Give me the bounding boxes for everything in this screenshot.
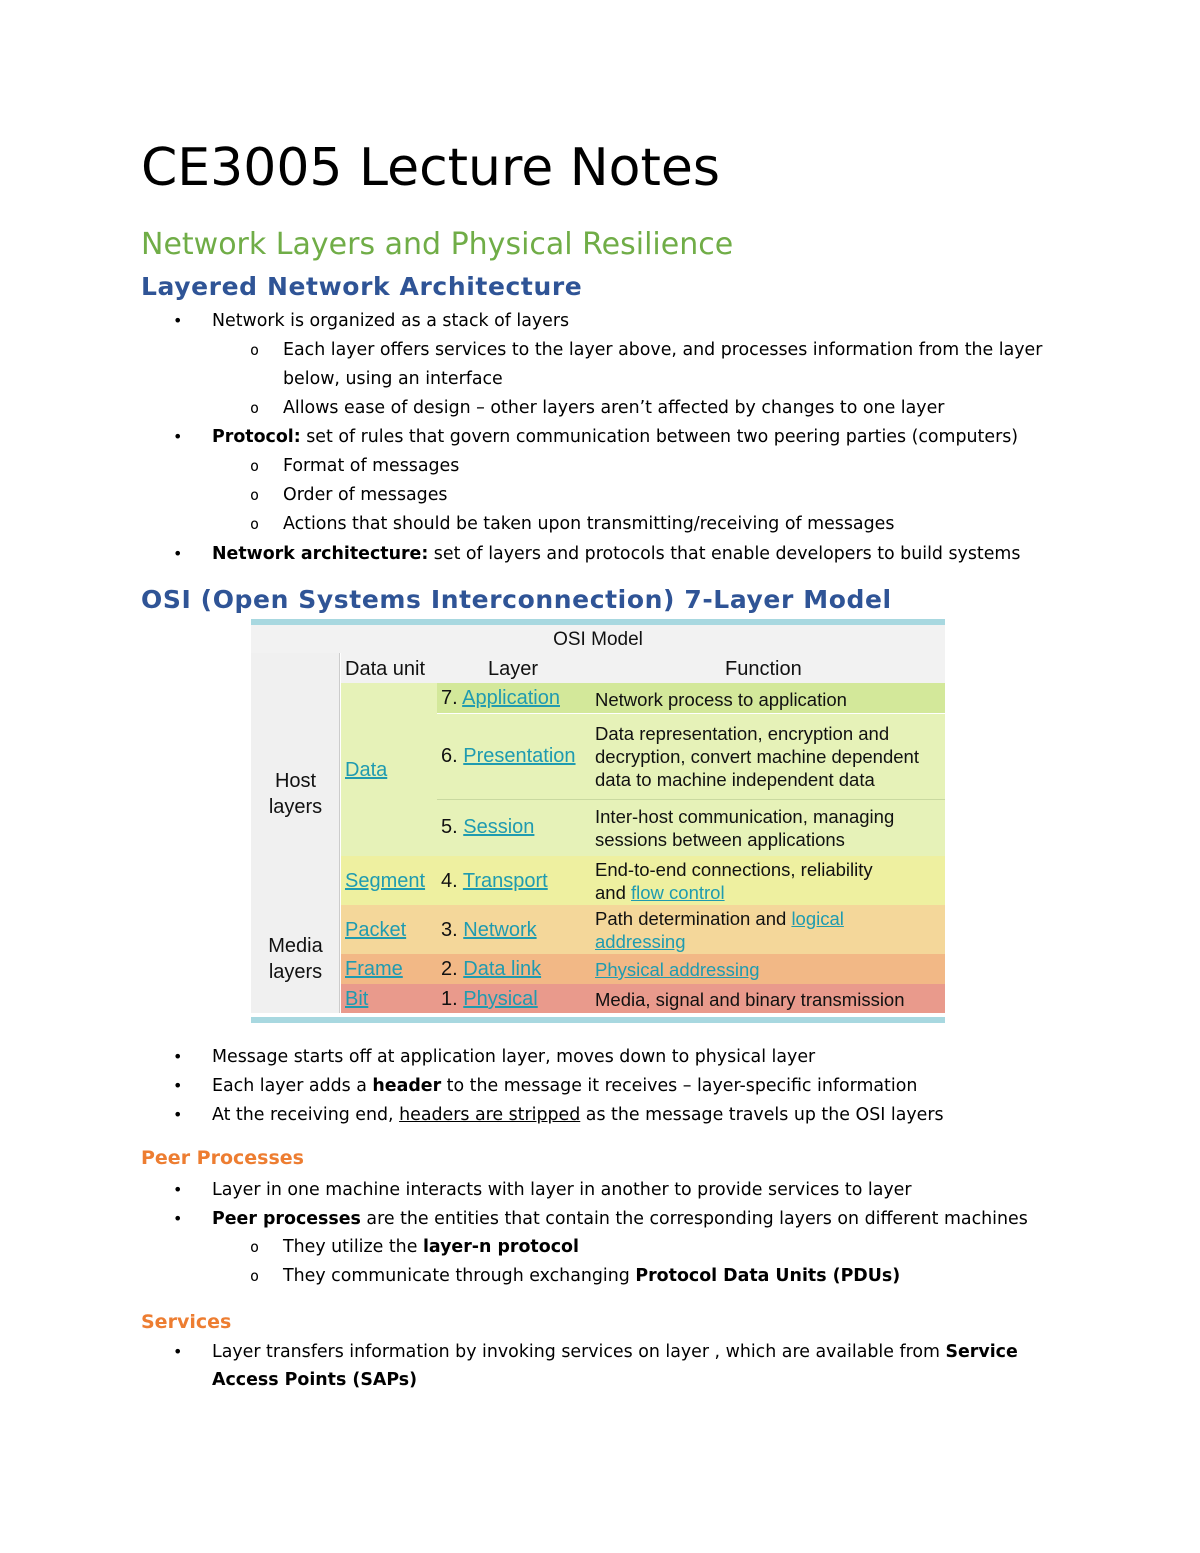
function-presentation-line2: decryption, convert machine dependent <box>595 746 919 767</box>
layer-number: 4. <box>441 870 463 892</box>
document-title: CE3005 Lecture Notes <box>141 138 720 198</box>
layer-2 <box>441 958 541 981</box>
sub-bullet-text: Allows ease of design – other layers aren’t affected by changes to one layer <box>283 398 945 418</box>
layer-network-link[interactable]: Network <box>463 919 537 941</box>
layer-presentation-link[interactable]: Presentation <box>463 745 576 767</box>
addressing-link[interactable]: addressing <box>595 931 686 952</box>
section-heading: Network Layers and Physical Resilience <box>141 227 734 262</box>
layer-session-link[interactable]: Session <box>463 816 535 838</box>
function-text: and <box>595 882 632 903</box>
layer-7 <box>441 687 560 710</box>
function-session-line2: sessions between applications <box>595 829 845 850</box>
table-title: OSI Model <box>553 629 643 650</box>
network-architecture-definition: set of layers and protocols that enable developers to build systems <box>428 544 1021 564</box>
heading-peer-processes: Peer Processes <box>141 1147 304 1169</box>
bullet-text: Layer in one machine interacts with layer in another to provide services to layer <box>212 1180 912 1200</box>
flow-control-link[interactable]: flow control <box>631 882 725 903</box>
heading-osi-model: OSI (Open Systems Interconnection) 7-Layer Model <box>141 585 892 614</box>
bullet-icon: • <box>173 311 183 330</box>
bullet-icon: • <box>173 1180 183 1199</box>
bullet-icon: • <box>173 1076 183 1095</box>
text-run: Layer transfers information by invoking services on layer , which are available from <box>212 1342 946 1362</box>
layer-number: 1. <box>441 988 464 1010</box>
sub-bullet-text-cont: below, using an interface <box>283 369 503 389</box>
layer-data-link-link[interactable]: Data link <box>463 958 542 980</box>
function-transport-line2 <box>595 881 725 904</box>
bullet-text <box>212 1076 917 1096</box>
text-run: They communicate through exchanging <box>283 1266 636 1286</box>
sub-bullet-icon: o <box>250 1267 260 1285</box>
bullet-text <box>212 1209 1028 1229</box>
data-unit-segment-link[interactable]: Segment <box>345 870 426 892</box>
bullet-text: Message starts off at application layer, moves down to physical layer <box>212 1047 816 1067</box>
layer-3 <box>441 919 537 942</box>
text-run: At the receiving end, <box>212 1105 400 1125</box>
layer-transport-link[interactable]: Transport <box>462 870 548 892</box>
data-unit-frame-link[interactable]: Frame <box>345 958 403 980</box>
layer-group-column <box>251 653 340 1013</box>
physical-addressing-link[interactable]: Physical addressing <box>595 959 760 980</box>
text-run: as the message travels up the OSI layers <box>580 1105 944 1125</box>
text-run: They utilize the <box>283 1237 423 1257</box>
layer-number: 3. <box>441 919 464 941</box>
function-presentation-line1: Data representation, encryption and <box>595 723 890 744</box>
layer-1 <box>441 988 538 1011</box>
bullet-text <box>212 544 1020 564</box>
text-run: Each layer adds a <box>212 1076 373 1096</box>
bullet-text: Network is organized as a stack of layers <box>212 311 570 331</box>
layer-physical-link[interactable]: Physical <box>463 988 538 1010</box>
layer-number: 6. <box>441 745 464 767</box>
layer-6 <box>441 745 576 768</box>
function-physical: Media, signal and binary transmission <box>595 989 905 1010</box>
host-layers-label-2: layers <box>268 796 323 818</box>
text-run: to the message it receives – layer-specific information <box>441 1076 918 1096</box>
sub-bullet-text: Format of messages <box>283 456 460 476</box>
term-pdus: Protocol Data Units (PDUs) <box>635 1266 901 1286</box>
sub-bullet-text: Actions that should be taken upon transmitting/receiving of messages <box>283 514 895 534</box>
function-transport-line1: End-to-end connections, reliability <box>595 859 873 880</box>
bullet-icon: • <box>173 1047 183 1066</box>
media-layers-label-2: layers <box>268 961 323 983</box>
host-layers-label-1: Host <box>274 770 317 792</box>
data-unit-packet-link[interactable]: Packet <box>345 919 407 941</box>
bullet-icon: • <box>173 1209 183 1228</box>
protocol-definition: set of rules that govern communication between two peering parties (computers) <box>300 427 1019 447</box>
text-run: are the entities that contain the corresponding layers on different machines <box>360 1209 1028 1229</box>
underlined-text: headers are stripped <box>399 1105 581 1125</box>
function-text: Path determination and <box>595 908 792 929</box>
function-session-line1: Inter-host communication, managing <box>595 806 895 827</box>
sub-bullet-icon: o <box>250 341 260 359</box>
sub-bullet-text <box>283 1237 579 1257</box>
function-presentation-line3: data to machine independent data <box>595 769 875 790</box>
sub-bullet-icon: o <box>250 457 260 475</box>
bullet-text <box>212 427 1018 447</box>
data-unit-bit-link[interactable]: Bit <box>345 988 369 1010</box>
header-function: Function <box>725 658 802 680</box>
bullet-icon: • <box>173 1105 183 1124</box>
layer-4 <box>441 870 548 893</box>
table-header-row <box>341 653 945 683</box>
function-network-line1 <box>595 907 844 930</box>
logical-link[interactable]: logical <box>791 908 844 929</box>
term-service: Service <box>945 1342 1018 1362</box>
header-data-unit: Data unit <box>345 658 426 680</box>
bullet-icon: • <box>173 544 183 563</box>
term-access-points: Access Points (SAPs) <box>212 1370 418 1390</box>
sub-bullet-icon: o <box>250 515 260 533</box>
function-application: Network process to application <box>595 689 847 710</box>
bullet-text <box>212 1105 944 1125</box>
term-layer-n-protocol: layer-n protocol <box>422 1237 579 1257</box>
heading-layered-architecture: Layered Network Architecture <box>141 272 583 301</box>
term-protocol: Protocol: <box>212 427 301 447</box>
data-unit-data-link[interactable]: Data <box>345 759 388 781</box>
bullet-icon: • <box>173 1342 183 1361</box>
bullet-text-cont <box>212 1370 417 1390</box>
term-peer-processes: Peer processes <box>212 1209 361 1229</box>
sub-bullet-icon: o <box>250 399 260 417</box>
term-header: header <box>372 1076 442 1096</box>
sub-bullet-icon: o <box>250 486 260 504</box>
layer-number: 7. <box>441 687 463 709</box>
sub-bullet-text <box>283 1266 900 1286</box>
sub-bullet-text: Each layer offers services to the layer above, and processes information from the layer <box>283 340 1043 360</box>
media-layers-label-1: Media <box>268 935 323 957</box>
bullet-icon: • <box>173 427 183 446</box>
table-bottom-bar <box>251 1017 945 1023</box>
bullet-text <box>212 1342 1018 1362</box>
layer-number: 2. <box>441 958 464 980</box>
sub-bullet-icon: o <box>250 1238 260 1256</box>
layer-5 <box>441 816 534 839</box>
term-network-architecture: Network architecture: <box>212 544 429 564</box>
sub-bullet-text: Order of messages <box>283 485 448 505</box>
header-layer: Layer <box>488 658 539 680</box>
layer-application-link[interactable]: Application <box>462 687 560 709</box>
layer-number: 5. <box>441 816 464 838</box>
osi-model-table <box>251 619 945 1025</box>
heading-services: Services <box>141 1311 232 1333</box>
